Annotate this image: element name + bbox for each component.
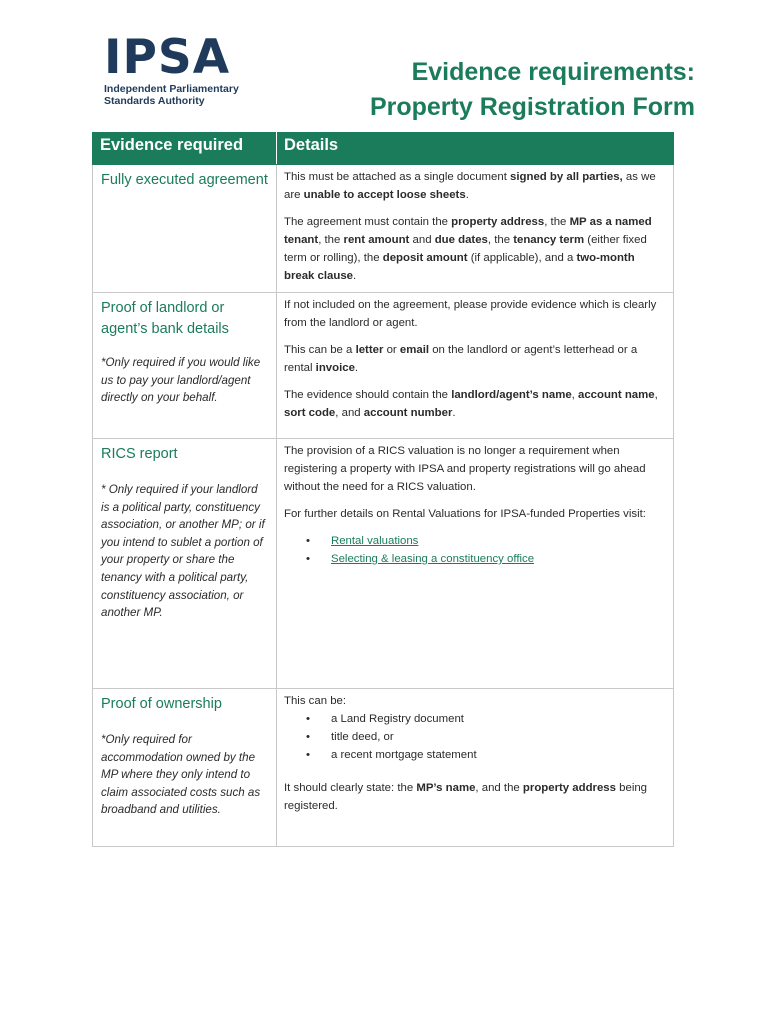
bullet-icon: • — [306, 553, 310, 565]
link-rental-valuations[interactable]: Rental valuations — [331, 535, 419, 547]
row-note: *Only required for accommodation owned by the MP where they only intend to claim associated costs such as broadband and utilities. — [101, 733, 261, 817]
row-label-bank-details: Proof of landlord or agent’s bank details — [101, 300, 229, 337]
list-item: • a recent mortgage statement — [284, 746, 665, 764]
list-item — [284, 532, 665, 550]
details-paragraph: This can be a letter or email on the landlord or agent’s letterhead or a rental invoice. — [284, 344, 638, 374]
row-details-cell — [277, 439, 674, 689]
table-row — [93, 689, 674, 847]
row-label-cell — [93, 165, 277, 293]
link-selecting-leasing[interactable]: Selecting & leasing a constituency office — [331, 553, 535, 565]
bullet-icon: • — [306, 535, 310, 547]
evidence-table — [92, 132, 674, 847]
row-label-cell — [93, 439, 277, 689]
details-paragraph: For further details on Rental Valuations for IPSA-funded Properties visit: — [284, 508, 646, 520]
details-paragraph: If not included on the agreement, please provide evidence which is clearly from the landlord or agent. — [284, 299, 657, 329]
ownership-list — [284, 710, 665, 764]
details-paragraph: The agreement must contain the property address, the MP as a named tenant, the rent amount and due dates, the tenancy term (either fixed term or rolling), the deposit amount (if applicable), and a two-month break clause. — [284, 216, 652, 282]
links-list — [284, 532, 665, 568]
row-details-cell — [277, 293, 674, 439]
row-label-ownership: Proof of ownership — [101, 696, 222, 712]
details-paragraph: This can be: — [284, 695, 347, 707]
row-label-cell — [93, 689, 277, 847]
title-line1: Evidence requirements: — [411, 58, 695, 86]
bullet-icon: • — [306, 713, 310, 725]
details-paragraph: This must be attached as a single document signed by all parties, as we are unable to accept loose sheets. — [284, 171, 656, 201]
row-label-rics: RICS report — [101, 446, 178, 462]
list-item: • a Land Registry document — [284, 710, 665, 728]
row-note: * Only required if your landlord is a political party, constituency association, or another MP; or if you intend to sublet a portion of your property or share the tenancy with a political party, constituency association, or another MP. — [101, 483, 265, 620]
logo-subtitle-line2: Standards Authority — [104, 95, 205, 107]
logo-subtitle — [104, 83, 239, 107]
bullet-icon: • — [306, 731, 310, 743]
page-title — [370, 55, 695, 125]
table-row — [93, 165, 674, 293]
header-details: Details — [277, 133, 674, 165]
row-details-cell — [277, 689, 674, 847]
list-item: • title deed, or — [284, 728, 665, 746]
table-row — [93, 293, 674, 439]
details-paragraph: The provision of a RICS valuation is no longer a requirement when registering a property with IPSA and property registrations will go ahead without the need for a RICS valuation. — [284, 445, 646, 493]
details-paragraph: The evidence should contain the landlord/agent’s name, account name, sort code, and account number. — [284, 389, 658, 419]
table-header-row — [93, 133, 674, 165]
details-paragraph: It should clearly state: the MP’s name, and the property address being registered. — [284, 782, 648, 812]
row-details-cell — [277, 165, 674, 293]
bullet-icon: • — [306, 749, 310, 761]
ipsa-logo — [104, 30, 239, 107]
logo-subtitle-line1: Independent Parliamentary — [104, 83, 239, 95]
header-evidence-required: Evidence required — [93, 133, 277, 165]
table-row — [93, 439, 674, 689]
title-line2: Property Registration Form — [369, 93, 695, 121]
logo-wordmark: IPSA — [104, 30, 231, 85]
row-label-cell — [93, 293, 277, 439]
row-note: *Only required if you would like us to pay your landlord/agent directly on your behalf. — [101, 356, 261, 405]
row-label-agreement: Fully executed agreement — [101, 172, 268, 188]
list-item — [284, 550, 665, 568]
